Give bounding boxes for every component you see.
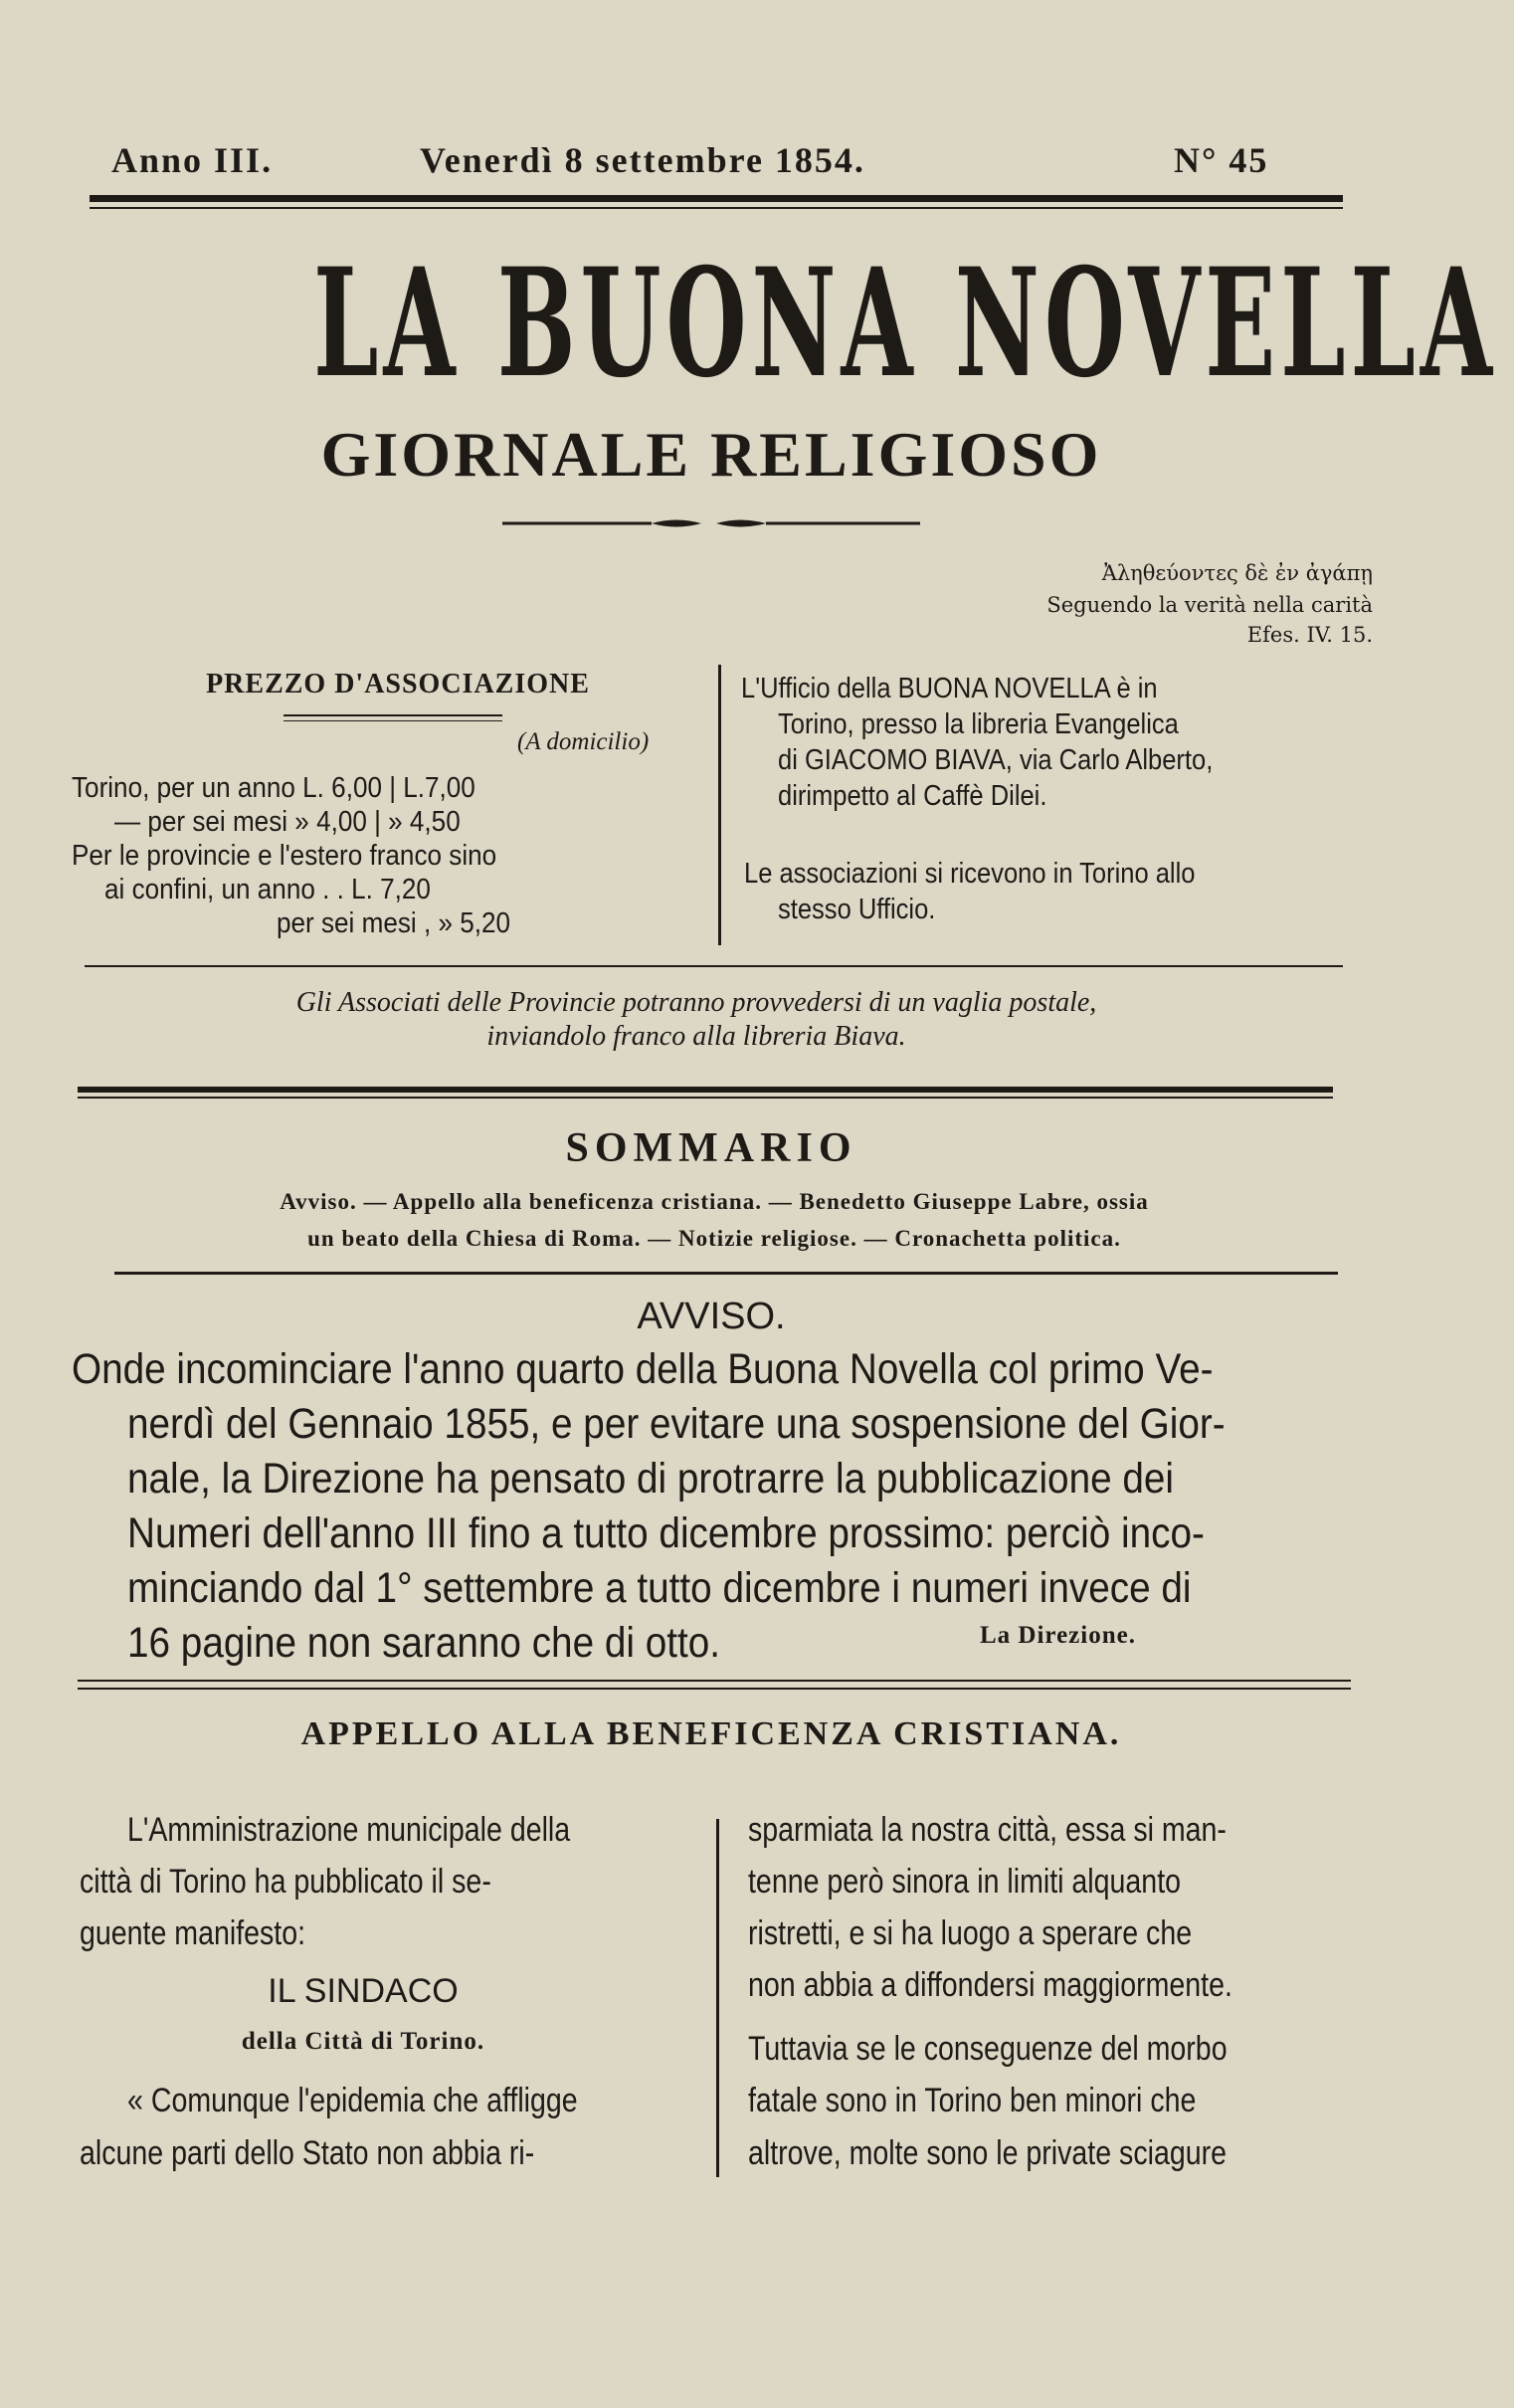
heavy-rule [78, 1087, 1333, 1093]
appello-right-line: tenne però sinora in limiti alquanto [748, 1863, 1182, 1901]
masthead-subtitle: GIORNALE RELIGIOSO [320, 419, 1102, 490]
avviso-line: 16 pagine non saranno che di otto. [127, 1619, 721, 1667]
ufficio-line: dirimpetto al Caffè Dilei. [778, 780, 1047, 812]
avviso-line: minciando dal 1° settembre a tutto dicembre i numeri invece di [127, 1564, 1192, 1612]
ornament-divider [502, 512, 920, 534]
prezzo-rule [284, 714, 502, 716]
appello-right-line: Tuttavia se le conseguenze del morbo [748, 2030, 1228, 2068]
prezzo-heading: PREZZO D'ASSOCIAZIONE [206, 669, 590, 700]
issue-date: Venerdì 8 settembre 1854. [420, 140, 865, 180]
ufficio-line: L'Ufficio della BUONA NOVELLA è in [741, 673, 1158, 704]
prezzo-rule-2 [284, 720, 502, 721]
prezzo-row: Per le provincie e l'estero franco sino [72, 840, 497, 872]
ufficio-line: stesso Ufficio. [778, 894, 936, 925]
double-rule-2 [78, 1688, 1351, 1690]
appello-right-line: non abbia a diffondersi maggiormente. [748, 1966, 1232, 2004]
double-rule [78, 1680, 1351, 1682]
prezzo-row: Torino, per un anno L. 6,00 | L.7,00 [72, 772, 475, 804]
appello-title: APPELLO ALLA BENEFICENZA CRISTIANA. [300, 1715, 1122, 1752]
ufficio-line: Torino, presso la libreria Evangelica [778, 708, 1179, 740]
ufficio-line: di GIACOMO BIAVA, via Carlo Alberto, [778, 744, 1214, 776]
heavy-rule-thin [78, 1097, 1333, 1099]
issue-year: Anno III. [111, 140, 274, 180]
masthead-title: LA BUONA NOVELLA [313, 236, 1498, 411]
top-rule-thin [90, 207, 1343, 209]
ufficio-line: Le associazioni si ricevono in Torino allo [744, 858, 1196, 890]
issue-number: N° 45 [1174, 140, 1269, 180]
sindaco-heading: IL SINDACO [268, 1972, 459, 2010]
appello-right-line: fatale sono in Torino ben minori che [748, 2082, 1197, 2119]
avviso-line: nerdì del Gennaio 1855, e per evitare una sospensione del Gior- [127, 1400, 1226, 1448]
avviso-line: Onde incominciare l'anno quarto della Buona Novella col primo Ve- [72, 1345, 1214, 1393]
prezzo-row: — per sei mesi » 4,00 | » 4,50 [114, 806, 461, 838]
column-divider-top [718, 665, 721, 945]
prezzo-row: per sei mesi , » 5,20 [277, 907, 511, 939]
appello-left-line: « Comunque l'epidemia che affligge [127, 2082, 578, 2119]
avviso-title: AVVISO. [637, 1296, 786, 1337]
section-rule [85, 965, 1343, 967]
sindaco-subheading: della Città di Torino. [241, 2028, 485, 2055]
appello-right-line: altrove, molte sono le private sciagure [748, 2134, 1228, 2172]
top-rule [90, 195, 1343, 202]
avviso-line: Numeri dell'anno III fino a tutto dicembre prossimo: perciò inco- [127, 1509, 1205, 1557]
appello-left-line: alcune parti dello Stato non abbia ri- [80, 2134, 535, 2172]
associati-line-1: Gli Associati delle Provincie potranno provvedersi di un vaglia postale, [295, 987, 1097, 1018]
associati-line-2: inviandolo franco alla libreria Biava. [486, 1021, 906, 1052]
appello-left-line: L'Amministrazione municipale della [127, 1811, 571, 1849]
prezzo-domicilio: (A domicilio) [517, 728, 650, 755]
motto-reference: Efes. IV. 15. [1246, 623, 1373, 647]
avviso-signature: La Direzione. [980, 1622, 1136, 1649]
column-divider-bottom [716, 1819, 719, 2177]
motto-italian: Seguendo la verità nella carità [1046, 593, 1373, 617]
appello-left-line: guente manifesto: [80, 1914, 306, 1952]
motto-greek: Ἀληθεύοντες δὲ ἐν ἀγάπῃ [1101, 561, 1373, 585]
sommario-line-2: un beato della Chiesa di Roma. — Notizie religiose. — Cronachetta politica. [307, 1226, 1121, 1251]
sommario-line-1: Avviso. — Appello alla beneficenza cristiana. — Benedetto Giuseppe Labre, ossia [280, 1189, 1149, 1214]
appello-right-line: sparmiata la nostra città, essa si man- [748, 1811, 1227, 1849]
sommario-rule [114, 1272, 1338, 1275]
appello-right-line: ristretti, e si ha luogo a sperare che [748, 1914, 1193, 1952]
avviso-line: nale, la Direzione ha pensato di protrarre la pubblicazione dei [127, 1455, 1175, 1503]
sommario-title: SOMMARIO [565, 1125, 857, 1171]
appello-left-line: città di Torino ha pubblicato il se- [80, 1863, 491, 1901]
prezzo-row: ai confini, un anno . . L. 7,20 [104, 874, 431, 905]
